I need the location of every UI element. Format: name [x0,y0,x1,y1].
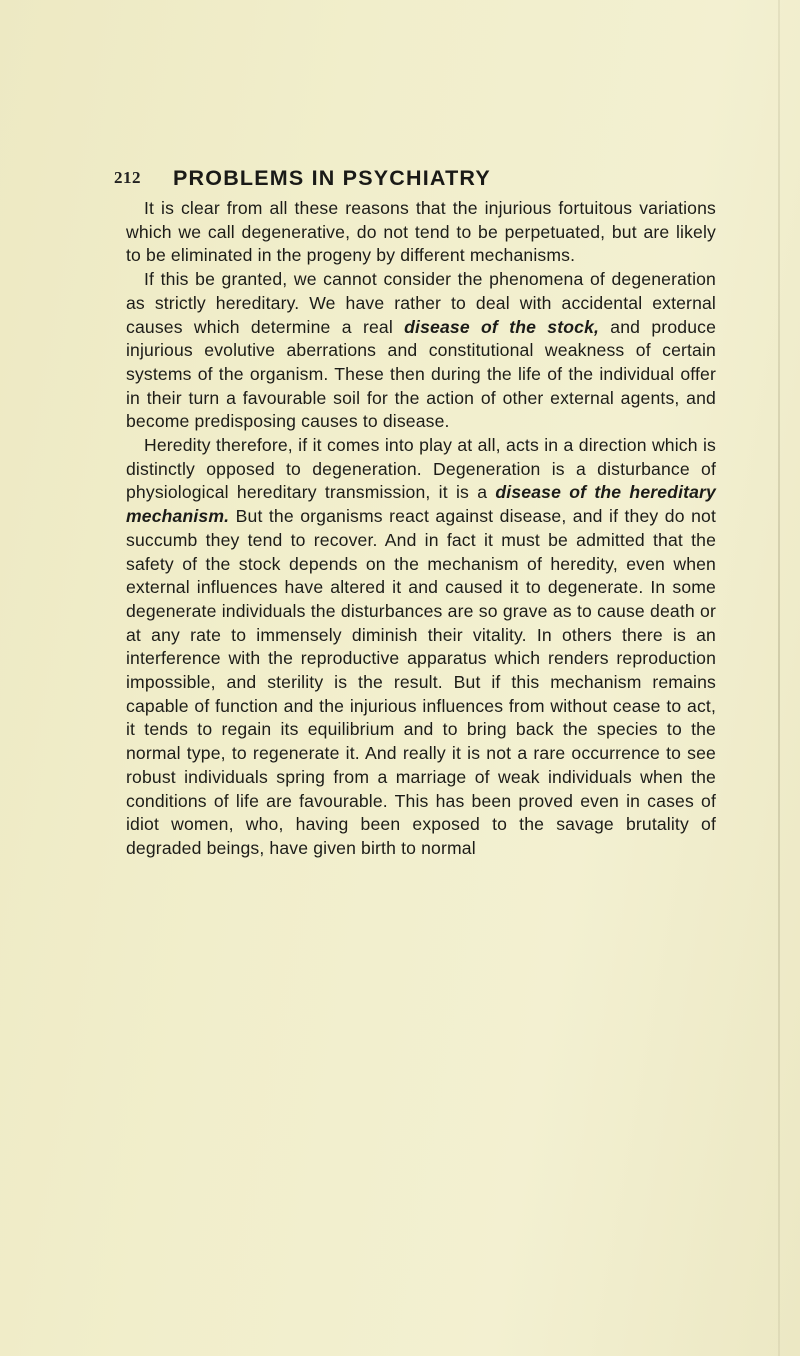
body-text [126,197,716,861]
page-edge-shadow [778,0,780,1356]
italic-phrase: disease of the stock, [404,316,600,337]
paragraph [126,197,716,268]
italic-phrase: disease of the hereditary mechanism. [126,482,716,527]
running-title: PROBLEMS IN PSYCHIATRY [173,166,491,190]
paragraph-text: If this be granted, we cannot consider the phenomena of degeneration as strictly hereditary. We have rather to deal with accidental external causes which determine a real [126,269,716,337]
paragraph-text: It is clear from all these reasons that the injurious fortuitous variations which we call degenerative, do not tend to be perpetuated, but are likely to be eliminated in the progeny by different mechanisms. [126,198,716,266]
paragraph-text: and produce injurious evolutive aberrations and constitutional weakness of certain systems of the organism. These then during the life of the individual offer in their turn a favourable soil for the action of other external agents, and become predisposing causes to disease. [126,316,717,432]
paragraph-text: Heredity therefore, if it comes into play at all, acts in a direction which is distinctly opposed to degeneration. Degeneration is a disturbance of physiological hereditary transmission, it is a [126,435,716,503]
page-number: 212 [114,168,141,187]
paragraph [126,268,716,434]
paragraph [126,434,716,861]
paragraph-text: But the organisms react against disease, and if they do not succumb they tend to recover. And in fact it must be admitted that the safety of the stock depends on the mechanism of heredity, even when external influences have altered it and caused it to degenerate. In some degenerate individuals the disturbances are so grave as to cause death or at any rate to immensely diminish their vitality. In others there is an interference with the reproductive apparatus which renders reproduction impossible, and sterility is the result. But if this mechanism remains capable of function and the injurious influences from without cease to act, it tends to regain its equilibrium and to bring back the species to the normal type, to regenerate it. And really it is not a rare occurrence to see robust individuals spring from a marriage of weak individuals when the conditions of life are favourable. This has been proved even in cases of idiot women, who, having been exposed to the savage brutality of degraded beings, have given birth to normal [126,506,716,858]
